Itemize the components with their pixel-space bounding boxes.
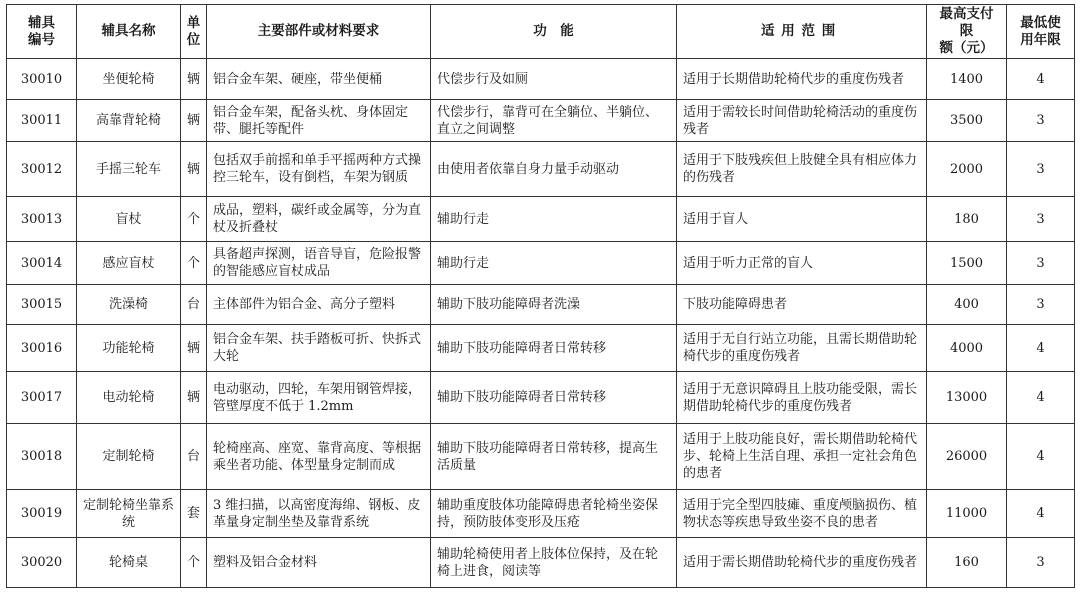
table-row — [7, 325, 1075, 372]
cell-function: 代偿步行，靠背可在全躺位、半躺位、直立之间调整 — [431, 100, 677, 142]
cell-name: 盲杖 — [77, 197, 181, 242]
table-row — [7, 142, 1075, 197]
cell-id: 30018 — [7, 424, 77, 490]
cell-scope: 下肢功能障碍患者 — [677, 285, 927, 325]
table-row — [7, 490, 1075, 538]
header-material: 主要部件或材料要求 — [207, 5, 431, 59]
cell-years: 4 — [1007, 325, 1075, 372]
cell-scope: 适用于听力正常的盲人 — [677, 242, 927, 285]
header-years: 最低使 用年限 — [1007, 5, 1075, 59]
cell-scope: 适用于上肢功能良好，需长期借助轮椅代步、轮椅上生活自理、承担一定社会角色的患者 — [677, 424, 927, 490]
cell-id: 30019 — [7, 490, 77, 538]
cell-name: 定制轮椅 — [77, 424, 181, 490]
cell-material: 铝合金车架、硬座，带坐便桶 — [207, 59, 431, 100]
cell-unit: 辆 — [181, 142, 207, 197]
cell-scope: 适用于完全型四肢瘫、重度颅脑损伤、植物状态等疾患导致坐姿不良的患者 — [677, 490, 927, 538]
cell-material: 铝合金车架，配备头枕、身体固定带、腿托等配件 — [207, 100, 431, 142]
cell-years: 4 — [1007, 59, 1075, 100]
cell-name: 高靠背轮椅 — [77, 100, 181, 142]
cell-id: 30011 — [7, 100, 77, 142]
cell-name: 功能轮椅 — [77, 325, 181, 372]
cell-years: 3 — [1007, 242, 1075, 285]
cell-material: 塑料及铝合金材料 — [207, 538, 431, 588]
table-row — [7, 242, 1075, 285]
header-scope: 适用范围 — [677, 5, 927, 59]
cell-material: 包括双手前摇和单手平摇两种方式操控三轮车，设有倒档，车架为钢质 — [207, 142, 431, 197]
header-name: 辅具名称 — [77, 5, 181, 59]
table-body — [7, 59, 1075, 588]
table-row — [7, 285, 1075, 325]
cell-unit: 辆 — [181, 325, 207, 372]
cell-price: 26000 — [927, 424, 1007, 490]
cell-material: 铝合金车架、扶手踏板可折、快拆式大轮 — [207, 325, 431, 372]
cell-years: 3 — [1007, 285, 1075, 325]
cell-material: 具备超声探测，语音导盲，危险报警的智能感应盲杖成品 — [207, 242, 431, 285]
cell-unit: 个 — [181, 242, 207, 285]
cell-function: 辅助下肢功能障碍者日常转移，提高生活质量 — [431, 424, 677, 490]
cell-scope: 适用于需较长时间借助轮椅活动的重度伤残者 — [677, 100, 927, 142]
cell-function: 辅助轮椅使用者上肢体位保持，及在轮椅上进食，阅读等 — [431, 538, 677, 588]
cell-price: 160 — [927, 538, 1007, 588]
cell-material: 轮椅座高、座宽、靠背高度、等根据乘坐者功能、体型量身定制而成 — [207, 424, 431, 490]
table-row — [7, 424, 1075, 490]
cell-price: 13000 — [927, 372, 1007, 424]
cell-unit: 辆 — [181, 59, 207, 100]
cell-id: 30012 — [7, 142, 77, 197]
header-price: 最高支付限 额（元） — [927, 5, 1007, 59]
table-row — [7, 538, 1075, 588]
cell-function: 辅助下肢功能障碍者洗澡 — [431, 285, 677, 325]
cell-name: 手摇三轮车 — [77, 142, 181, 197]
cell-price: 1400 — [927, 59, 1007, 100]
cell-scope: 适用于盲人 — [677, 197, 927, 242]
cell-material: 3 维扫描，以高密度海绵、钢板、皮革量身定制坐垫及靠背系统 — [207, 490, 431, 538]
cell-unit: 个 — [181, 538, 207, 588]
cell-scope: 适用于下肢残疾但上肢健全具有相应体力的伤残者 — [677, 142, 927, 197]
table-row — [7, 100, 1075, 142]
cell-price: 11000 — [927, 490, 1007, 538]
cell-scope: 适用于无自行站立功能，且需长期借助轮椅代步的重度伤残者 — [677, 325, 927, 372]
cell-id: 30013 — [7, 197, 77, 242]
cell-function: 辅助下肢功能障碍者日常转移 — [431, 325, 677, 372]
header-row — [7, 5, 1075, 59]
cell-id: 30014 — [7, 242, 77, 285]
cell-function: 辅助行走 — [431, 242, 677, 285]
cell-scope: 适用于无意识障碍且上肢功能受限，需长期借助轮椅代步的重度伤残者 — [677, 372, 927, 424]
cell-years: 3 — [1007, 100, 1075, 142]
cell-unit: 辆 — [181, 100, 207, 142]
cell-years: 3 — [1007, 197, 1075, 242]
cell-name: 感应盲杖 — [77, 242, 181, 285]
cell-years: 4 — [1007, 372, 1075, 424]
cell-name: 轮椅桌 — [77, 538, 181, 588]
table-row — [7, 59, 1075, 100]
cell-price: 1500 — [927, 242, 1007, 285]
cell-function: 辅助重度肢体功能障碍患者轮椅坐姿保持，预防肢体变形及压疮 — [431, 490, 677, 538]
cell-price: 180 — [927, 197, 1007, 242]
cell-years: 3 — [1007, 538, 1075, 588]
cell-function: 辅助行走 — [431, 197, 677, 242]
header-unit: 单 位 — [181, 5, 207, 59]
cell-material: 成品，塑料，碳纤或金属等，分为直杖及折叠杖 — [207, 197, 431, 242]
table-row — [7, 197, 1075, 242]
cell-name: 坐便轮椅 — [77, 59, 181, 100]
cell-name: 定制轮椅坐靠系统 — [77, 490, 181, 538]
cell-years: 4 — [1007, 424, 1075, 490]
table-row — [7, 372, 1075, 424]
cell-function: 代偿步行及如厕 — [431, 59, 677, 100]
cell-scope: 适用于需长期借助轮椅代步的重度伤残者 — [677, 538, 927, 588]
cell-unit: 个 — [181, 197, 207, 242]
cell-material: 主体部件为铝合金、高分子塑料 — [207, 285, 431, 325]
cell-name: 电动轮椅 — [77, 372, 181, 424]
cell-id: 30016 — [7, 325, 77, 372]
cell-function: 由使用者依靠自身力量手动驱动 — [431, 142, 677, 197]
cell-id: 30017 — [7, 372, 77, 424]
cell-unit: 台 — [181, 285, 207, 325]
cell-price: 4000 — [927, 325, 1007, 372]
cell-material: 电动驱动，四轮，车架用钢管焊接，管壁厚度不低于 1.2mm — [207, 372, 431, 424]
cell-scope: 适用于长期借助轮椅代步的重度伤残者 — [677, 59, 927, 100]
cell-unit: 套 — [181, 490, 207, 538]
cell-id: 30015 — [7, 285, 77, 325]
cell-price: 3500 — [927, 100, 1007, 142]
cell-id: 30020 — [7, 538, 77, 588]
cell-function: 辅助下肢功能障碍者日常转移 — [431, 372, 677, 424]
aid-catalog-table — [6, 4, 1075, 588]
cell-id: 30010 — [7, 59, 77, 100]
aid-catalog-table-wrapper — [6, 4, 1075, 588]
cell-unit: 辆 — [181, 372, 207, 424]
cell-price: 2000 — [927, 142, 1007, 197]
header-id: 辅具 编号 — [7, 5, 77, 59]
header-function: 功 能 — [431, 5, 677, 59]
cell-years: 4 — [1007, 490, 1075, 538]
cell-unit: 台 — [181, 424, 207, 490]
cell-name: 洗澡椅 — [77, 285, 181, 325]
cell-price: 400 — [927, 285, 1007, 325]
cell-years: 3 — [1007, 142, 1075, 197]
